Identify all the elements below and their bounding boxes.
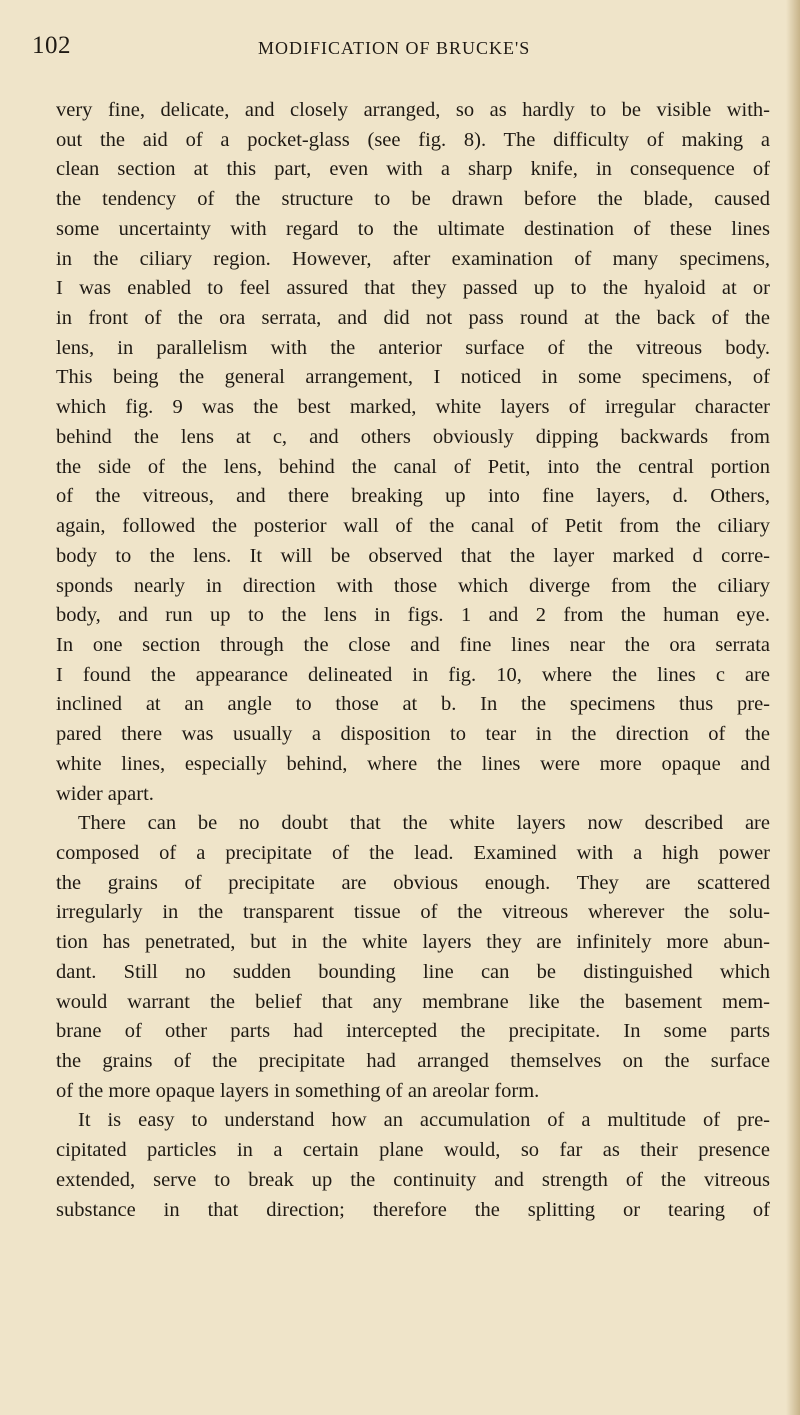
text-line: dant. Still no sudden bounding line can be distinguished which xyxy=(56,960,770,983)
body-text xyxy=(56,96,770,1225)
text-line: out the aid of a pocket-glass (see fig. 8). The difficulty of making a xyxy=(56,128,770,151)
text-line: In one section through the close and fine lines near the ora serrata xyxy=(56,633,770,656)
text-line: which fig. 9 was the best marked, white layers of irregular character xyxy=(56,396,770,419)
text-line: I was enabled to feel assured that they passed up to the hyaloid at or xyxy=(56,277,770,300)
text-line: substance in that direction; therefore the splitting or tearing of xyxy=(56,1198,770,1221)
text-line: This being the general arrangement, I noticed in some specimens, of xyxy=(56,366,770,389)
text-line: wider apart. xyxy=(56,782,154,805)
text-line: behind the lens at c, and others obviously dipping backwards from xyxy=(56,425,770,448)
text-line: again, followed the posterior wall of the canal of Petit from the ciliary xyxy=(56,515,770,538)
text-line: I found the appearance delineated in fig. 10, where the lines c are xyxy=(56,663,770,686)
text-line: clean section at this part, even with a sharp knife, in consequence of xyxy=(56,158,770,181)
text-line: extended, serve to break up the continuity and strength of the vitreous xyxy=(56,1168,770,1191)
text-line: some uncertainty with regard to the ultimate destination of these lines xyxy=(56,217,770,240)
text-line: the side of the lens, behind the canal of Petit, into the central portion xyxy=(56,455,770,478)
text-line: would warrant the belief that any membrane like the basement mem- xyxy=(56,990,770,1013)
text-line: composed of a precipitate of the lead. Examined with a high power xyxy=(56,841,770,864)
text-line: cipitated particles in a certain plane would, so far as their presence xyxy=(56,1139,770,1162)
text-line: in front of the ora serrata, and did not pass round at the back of the xyxy=(56,307,770,330)
text-line: very fine, delicate, and closely arranged, so as hardly to be visible with- xyxy=(56,99,770,121)
text-line: It is easy to understand how an accumulation of a multitude of pre- xyxy=(78,1109,770,1132)
page-number: 102 xyxy=(32,32,71,59)
text-line: brane of other parts had intercepted the precipitate. In some parts xyxy=(56,1020,770,1043)
text-line: sponds nearly in direction with those which diverge from the ciliary xyxy=(56,574,770,597)
text-line: tion has penetrated, but in the white layers they are infinitely more abun- xyxy=(56,931,770,954)
text-line: in the ciliary region. However, after examination of many specimens, xyxy=(56,247,770,270)
text-line: irregularly in the transparent tissue of the vitreous wherever the solu- xyxy=(56,901,770,924)
text-line: body to the lens. It will be observed that the layer marked d corre- xyxy=(56,544,770,567)
text-line: the tendency of the structure to be drawn before the blade, caused xyxy=(56,188,770,211)
text-line: There can be no doubt that the white layers now described are xyxy=(78,812,770,835)
text-line: body, and run up to the lens in figs. 1 and 2 from the human eye. xyxy=(56,604,770,627)
running-head: MODIFICATION OF BRUCKE'S xyxy=(258,38,531,58)
text-line: the grains of precipitate are obvious enough. They are scattered xyxy=(56,871,770,894)
text-line: the grains of the precipitate had arranged themselves on the surface xyxy=(56,1050,770,1072)
text-line: of the more opaque layers in something of an areolar form. xyxy=(56,1079,540,1102)
page-edge-shadow xyxy=(786,0,800,1415)
text-line: inclined at an angle to those at b. In the specimens thus pre- xyxy=(56,693,770,716)
text-line: lens, in parallelism with the anterior surface of the vitreous body. xyxy=(56,336,770,359)
text-line: white lines, especially behind, where the lines were more opaque and xyxy=(56,752,770,775)
text-line: of the vitreous, and there breaking up into fine layers, d. Others, xyxy=(56,485,770,508)
text-line: pared there was usually a disposition to tear in the direction of the xyxy=(56,723,770,746)
